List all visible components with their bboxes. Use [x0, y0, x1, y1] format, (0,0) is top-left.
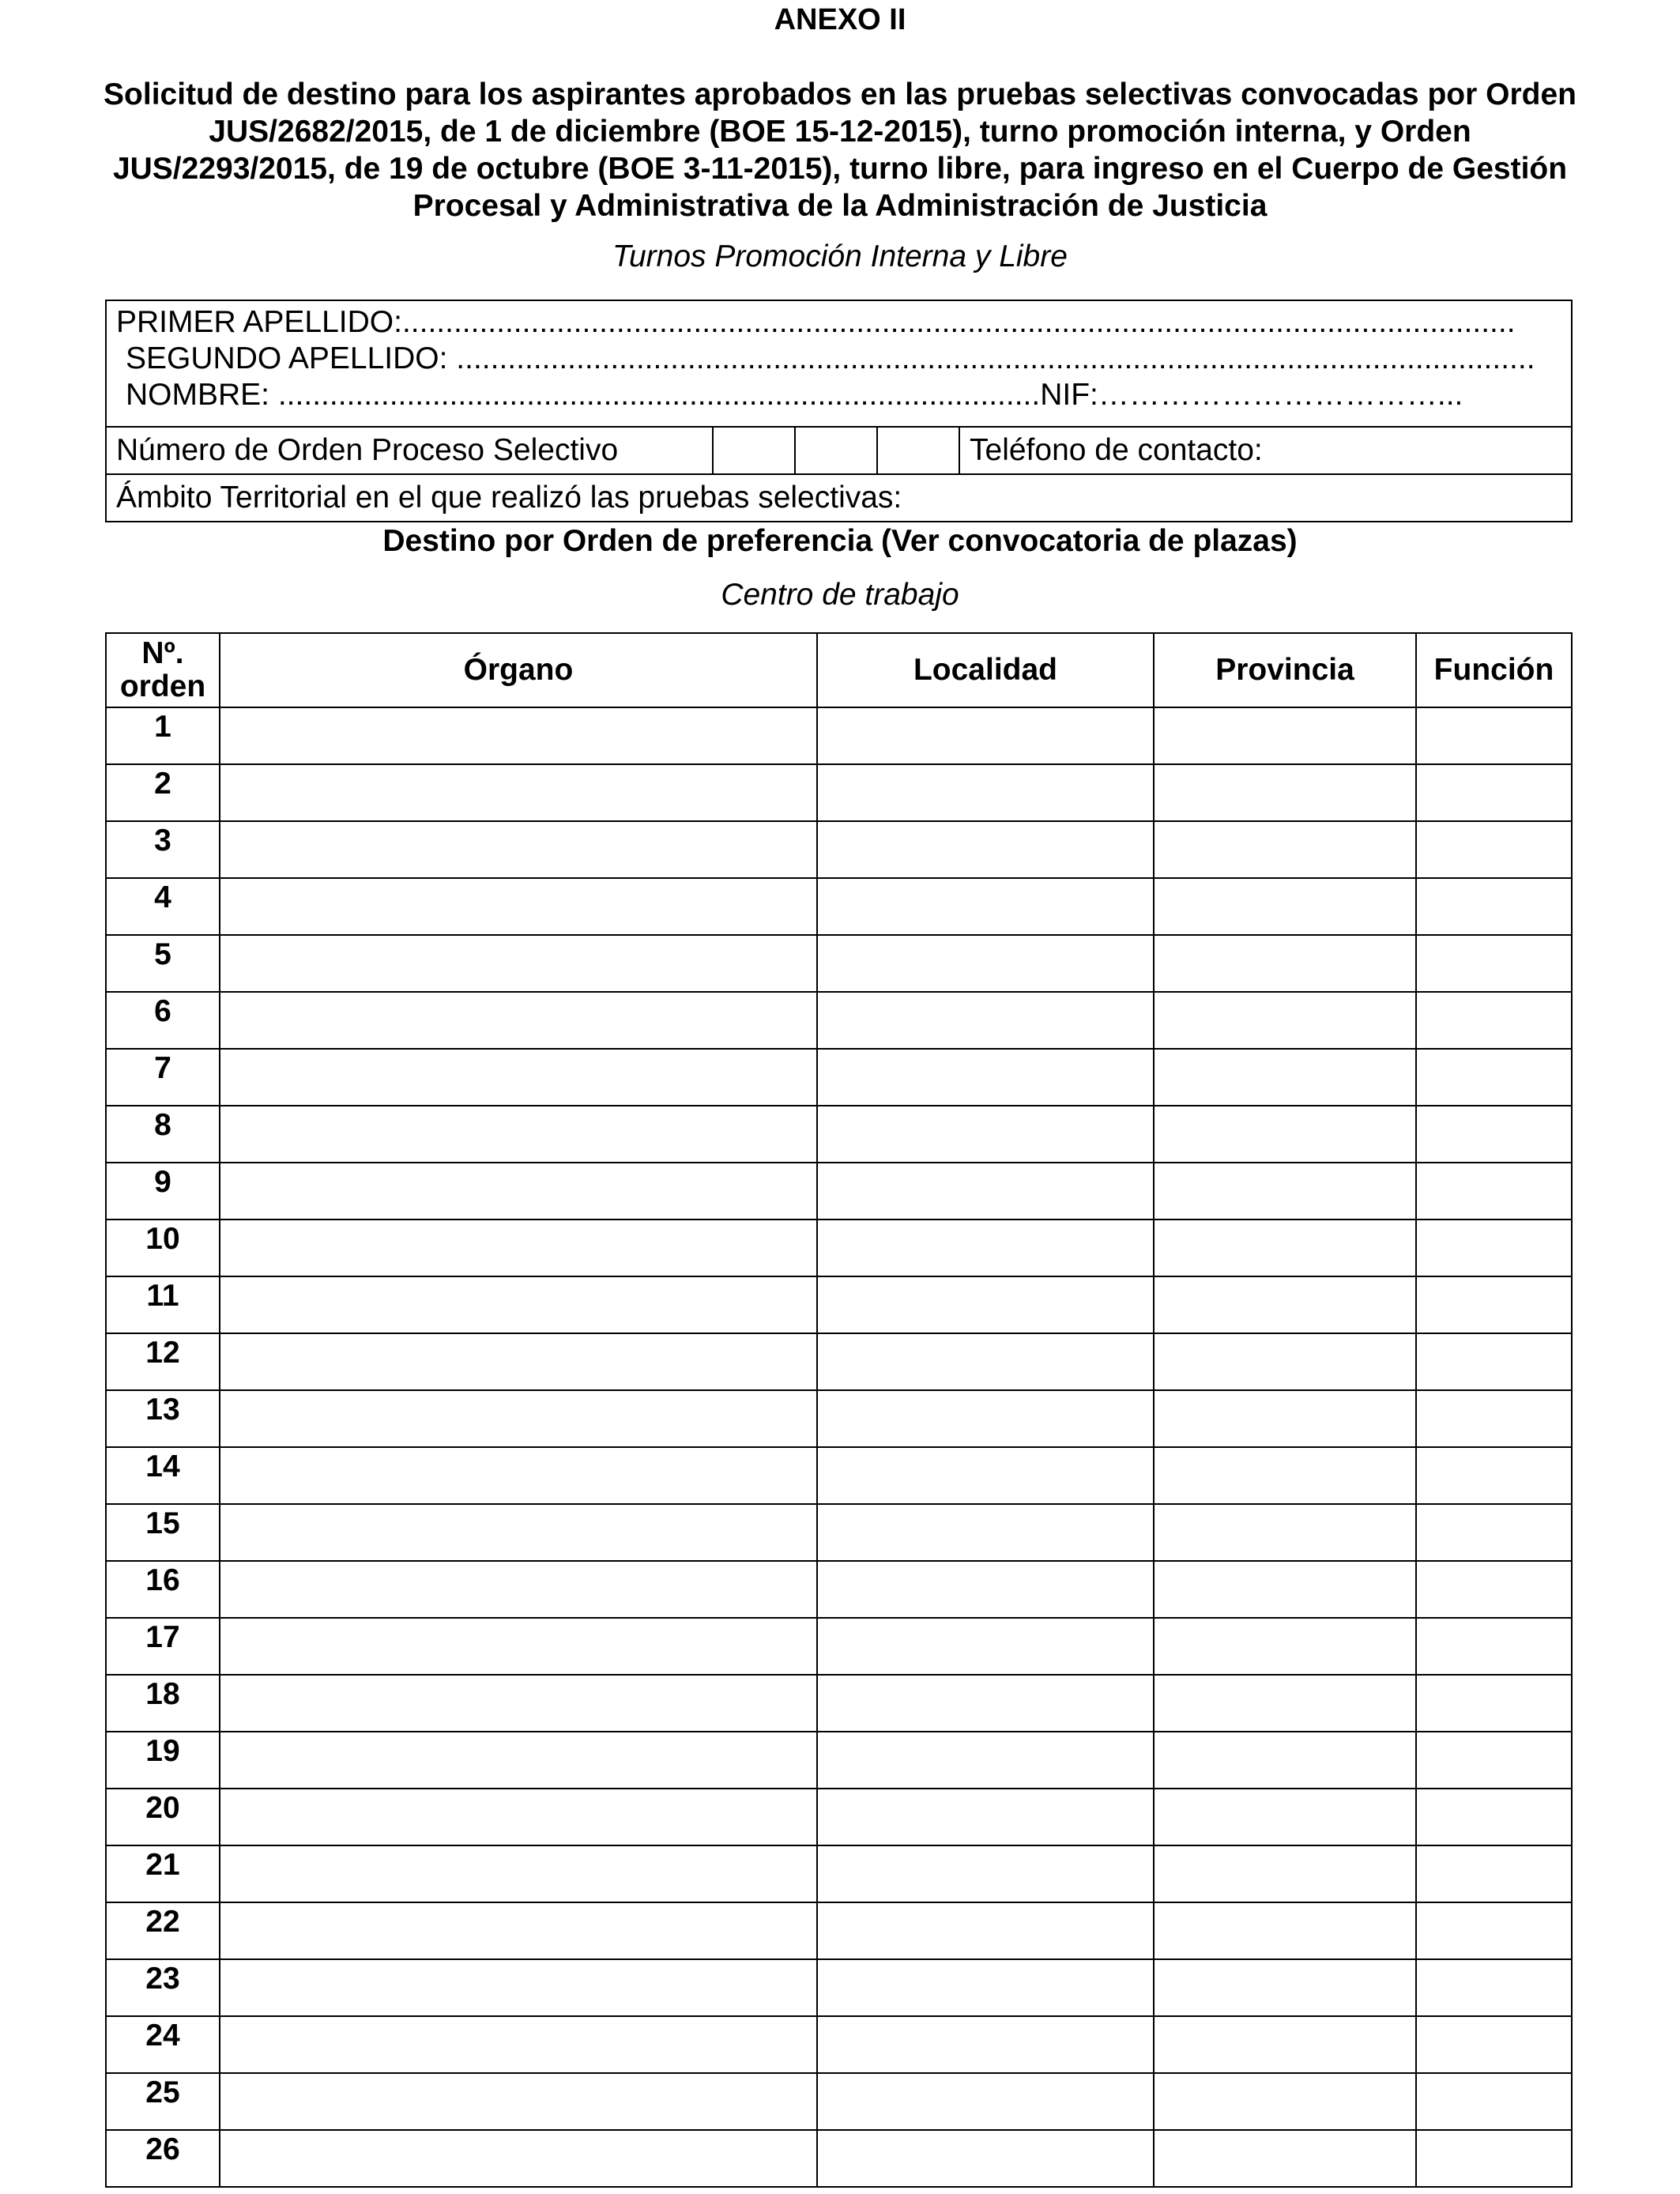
- organo-cell[interactable]: [220, 935, 817, 992]
- funcion-cell[interactable]: [1416, 1447, 1572, 1504]
- funcion-cell[interactable]: [1416, 1561, 1572, 1618]
- funcion-cell[interactable]: [1416, 1390, 1572, 1447]
- localidad-cell[interactable]: [817, 878, 1154, 935]
- provincia-cell[interactable]: [1154, 1333, 1416, 1390]
- row-number: 11: [106, 1276, 220, 1333]
- provincia-cell[interactable]: [1154, 1902, 1416, 1959]
- localidad-cell[interactable]: [817, 764, 1154, 821]
- table-row: [106, 1504, 1572, 1561]
- table-row: [106, 1789, 1572, 1845]
- table-row: [106, 1561, 1572, 1618]
- row-number: 2: [106, 764, 220, 821]
- row-number: 17: [106, 1618, 220, 1675]
- provincia-cell[interactable]: [1154, 1504, 1416, 1561]
- localidad-cell[interactable]: [817, 992, 1154, 1049]
- table-row: [106, 935, 1572, 992]
- header-localidad: Localidad: [817, 633, 1154, 707]
- table-row: [106, 1163, 1572, 1220]
- numero-orden-box-2[interactable]: [795, 427, 877, 474]
- table-row: [106, 992, 1572, 1049]
- row-number: 10: [106, 1220, 220, 1276]
- funcion-cell[interactable]: [1416, 1789, 1572, 1845]
- localidad-cell[interactable]: [817, 1049, 1154, 1106]
- row-number: 1: [106, 707, 220, 764]
- funcion-cell[interactable]: [1416, 1504, 1572, 1561]
- organo-cell[interactable]: [220, 1333, 817, 1390]
- provincia-cell[interactable]: [1154, 821, 1416, 878]
- funcion-cell[interactable]: [1416, 2073, 1572, 2130]
- localidad-cell[interactable]: [817, 1959, 1154, 2016]
- numero-orden-label: Número de Orden Proceso Selectivo: [106, 427, 713, 474]
- table-row: [106, 1390, 1572, 1447]
- table-row: [106, 878, 1572, 935]
- funcion-cell[interactable]: [1416, 764, 1572, 821]
- provincia-cell[interactable]: [1154, 707, 1416, 764]
- row-number: 7: [106, 1049, 220, 1106]
- provincia-cell[interactable]: [1154, 1732, 1416, 1789]
- destino-heading: Destino por Orden de preferencia (Ver convocatoria de plazas): [382, 524, 1298, 558]
- row-number: 22: [106, 1902, 220, 1959]
- row-number: 5: [106, 935, 220, 992]
- table-row: [106, 2016, 1572, 2073]
- row-number: 8: [106, 1106, 220, 1163]
- organo-cell[interactable]: [220, 1504, 817, 1561]
- numero-orden-box-1[interactable]: [713, 427, 795, 474]
- row-number: 12: [106, 1333, 220, 1390]
- row-number: 9: [106, 1163, 220, 1220]
- provincia-cell[interactable]: [1154, 1220, 1416, 1276]
- table-row: [106, 1902, 1572, 1959]
- organo-cell[interactable]: [220, 1561, 817, 1618]
- provincia-cell[interactable]: [1154, 1163, 1416, 1220]
- funcion-cell[interactable]: [1416, 1732, 1572, 1789]
- organo-cell[interactable]: [220, 1959, 817, 2016]
- provincia-cell[interactable]: [1154, 764, 1416, 821]
- funcion-cell[interactable]: [1416, 2016, 1572, 2073]
- table-row: [106, 1675, 1572, 1732]
- localidad-cell[interactable]: [817, 1675, 1154, 1732]
- organo-cell[interactable]: [220, 1049, 817, 1106]
- organo-cell[interactable]: [220, 878, 817, 935]
- row-number: 4: [106, 878, 220, 935]
- localidad-cell[interactable]: [817, 1220, 1154, 1276]
- nombre-nif-field[interactable]: NOMBRE: .........................................................................................NIF:……………………………...: [126, 378, 1463, 412]
- provincia-cell[interactable]: [1154, 935, 1416, 992]
- funcion-cell[interactable]: [1416, 878, 1572, 935]
- organo-cell[interactable]: [220, 2073, 817, 2130]
- funcion-cell[interactable]: [1416, 1675, 1572, 1732]
- funcion-cell[interactable]: [1416, 1845, 1572, 1902]
- row-number: 21: [106, 1845, 220, 1902]
- funcion-cell[interactable]: [1416, 1106, 1572, 1163]
- row-number: 18: [106, 1675, 220, 1732]
- row-number: 3: [106, 821, 220, 878]
- organo-cell[interactable]: [220, 1220, 817, 1276]
- localidad-cell[interactable]: [817, 1789, 1154, 1845]
- localidad-cell[interactable]: [817, 2073, 1154, 2130]
- localidad-cell[interactable]: [817, 1732, 1154, 1789]
- localidad-cell[interactable]: [817, 1106, 1154, 1163]
- table-row: [106, 821, 1572, 878]
- organo-cell[interactable]: [220, 1618, 817, 1675]
- row-number: 16: [106, 1561, 220, 1618]
- localidad-cell[interactable]: [817, 2016, 1154, 2073]
- document-subtitle: Turnos Promoción Interna y Libre: [612, 239, 1068, 273]
- table-row: [106, 1333, 1572, 1390]
- localidad-cell[interactable]: [817, 821, 1154, 878]
- organo-cell[interactable]: [220, 2016, 817, 2073]
- organo-cell[interactable]: [220, 1845, 817, 1902]
- row-number: 13: [106, 1390, 220, 1447]
- table-row: [106, 1220, 1572, 1276]
- name-fields-cell: [106, 300, 1572, 427]
- funcion-cell[interactable]: [1416, 1618, 1572, 1675]
- row-number: 14: [106, 1447, 220, 1504]
- organo-cell[interactable]: [220, 821, 817, 878]
- provincia-cell[interactable]: [1154, 1845, 1416, 1902]
- funcion-cell[interactable]: [1416, 935, 1572, 992]
- localidad-cell[interactable]: [817, 1618, 1154, 1675]
- provincia-cell[interactable]: [1154, 992, 1416, 1049]
- primer-apellido-field[interactable]: PRIMER APELLIDO:..................................................................................................................................: [116, 305, 1516, 339]
- funcion-cell[interactable]: [1416, 2130, 1572, 2187]
- funcion-cell[interactable]: [1416, 1163, 1572, 1220]
- row-number: 26: [106, 2130, 220, 2187]
- header-provincia: Provincia: [1154, 633, 1416, 707]
- table-row: [106, 1049, 1572, 1106]
- table-header-row: [106, 633, 1572, 707]
- header-funcion: Función: [1416, 633, 1572, 707]
- funcion-cell[interactable]: [1416, 707, 1572, 764]
- telefono-field[interactable]: Teléfono de contacto:: [959, 427, 1572, 474]
- header-organo: Órgano: [220, 633, 817, 707]
- numero-orden-box-3[interactable]: [877, 427, 959, 474]
- provincia-cell[interactable]: [1154, 1618, 1416, 1675]
- row-number: 6: [106, 992, 220, 1049]
- localidad-cell[interactable]: [817, 1902, 1154, 1959]
- header-num-orden: Nº. orden: [106, 633, 220, 707]
- destino-preference-table: [105, 632, 1573, 2188]
- provincia-cell[interactable]: [1154, 1561, 1416, 1618]
- localidad-cell[interactable]: [817, 1561, 1154, 1618]
- table-row: [106, 1276, 1572, 1333]
- segundo-apellido-field[interactable]: SEGUNDO APELLIDO: ..............................................................................................................................: [126, 341, 1535, 375]
- ambito-territorial-field[interactable]: Ámbito Territorial en el que realizó las pruebas selectivas:: [106, 474, 1572, 522]
- organo-cell[interactable]: [220, 1789, 817, 1845]
- organo-cell[interactable]: [220, 1732, 817, 1789]
- table-row: [106, 764, 1572, 821]
- localidad-cell[interactable]: [817, 1447, 1154, 1504]
- table-row: [106, 1447, 1572, 1504]
- funcion-cell[interactable]: [1416, 1959, 1572, 2016]
- funcion-cell[interactable]: [1416, 992, 1572, 1049]
- organo-cell[interactable]: [220, 1675, 817, 1732]
- row-number: 15: [106, 1504, 220, 1561]
- funcion-cell[interactable]: [1416, 1902, 1572, 1959]
- row-number: 24: [106, 2016, 220, 2073]
- organo-cell[interactable]: [220, 764, 817, 821]
- organo-cell[interactable]: [220, 707, 817, 764]
- provincia-cell[interactable]: [1154, 1789, 1416, 1845]
- table-row: [106, 2073, 1572, 2130]
- localidad-cell[interactable]: [817, 1845, 1154, 1902]
- centro-trabajo-heading: Centro de trabajo: [721, 578, 959, 612]
- localidad-cell[interactable]: [817, 1163, 1154, 1220]
- funcion-cell[interactable]: [1416, 1049, 1572, 1106]
- row-number: 19: [106, 1732, 220, 1789]
- localidad-cell[interactable]: [817, 1504, 1154, 1561]
- localidad-cell[interactable]: [817, 707, 1154, 764]
- localidad-cell[interactable]: [817, 1333, 1154, 1390]
- table-row: [106, 707, 1572, 764]
- row-number: 25: [106, 2073, 220, 2130]
- personal-data-table: [105, 300, 1573, 522]
- provincia-cell[interactable]: [1154, 1049, 1416, 1106]
- localidad-cell[interactable]: [817, 1390, 1154, 1447]
- organo-cell[interactable]: [220, 1390, 817, 1447]
- provincia-cell[interactable]: [1154, 1675, 1416, 1732]
- provincia-cell[interactable]: [1154, 2016, 1416, 2073]
- provincia-cell[interactable]: [1154, 1447, 1416, 1504]
- localidad-cell[interactable]: [817, 1276, 1154, 1333]
- funcion-cell[interactable]: [1416, 1220, 1572, 1276]
- funcion-cell[interactable]: [1416, 1333, 1572, 1390]
- table-row: [106, 1959, 1572, 2016]
- provincia-cell[interactable]: [1154, 1276, 1416, 1333]
- provincia-cell[interactable]: [1154, 2130, 1416, 2187]
- funcion-cell[interactable]: [1416, 821, 1572, 878]
- table-row: [106, 1845, 1572, 1902]
- provincia-cell[interactable]: [1154, 1390, 1416, 1447]
- table-row: [106, 1106, 1572, 1163]
- table-row: [106, 1618, 1572, 1675]
- provincia-cell[interactable]: [1154, 878, 1416, 935]
- localidad-cell[interactable]: [817, 935, 1154, 992]
- organo-cell[interactable]: [220, 1902, 817, 1959]
- provincia-cell[interactable]: [1154, 1959, 1416, 2016]
- table-row: [106, 1732, 1572, 1789]
- organo-cell[interactable]: [220, 1163, 817, 1220]
- funcion-cell[interactable]: [1416, 1276, 1572, 1333]
- organo-cell[interactable]: [220, 1106, 817, 1163]
- organo-cell[interactable]: [220, 2130, 817, 2187]
- provincia-cell[interactable]: [1154, 2073, 1416, 2130]
- provincia-cell[interactable]: [1154, 1106, 1416, 1163]
- row-number: 23: [106, 1959, 220, 2016]
- row-number: 20: [106, 1789, 220, 1845]
- organo-cell[interactable]: [220, 992, 817, 1049]
- localidad-cell[interactable]: [817, 2130, 1154, 2187]
- document-title: Solicitud de destino para los aspirantes aprobados en las pruebas selectivas convocadas por Orden JUS/2682/2015, de 1 de diciembre (BOE 15-12-2015), turno promoción interna, y Orden JUS/2293/2015, de 19 de octubre (BOE 3-11-2015), turno libre, para ingreso en el Cuerpo de Gestión Procesal y Administrativa de la Administración de Justicia: [104, 77, 1576, 223]
- annex-heading: ANEXO II: [774, 3, 906, 36]
- organo-cell[interactable]: [220, 1276, 817, 1333]
- table-row: [106, 2130, 1572, 2187]
- organo-cell[interactable]: [220, 1447, 817, 1504]
